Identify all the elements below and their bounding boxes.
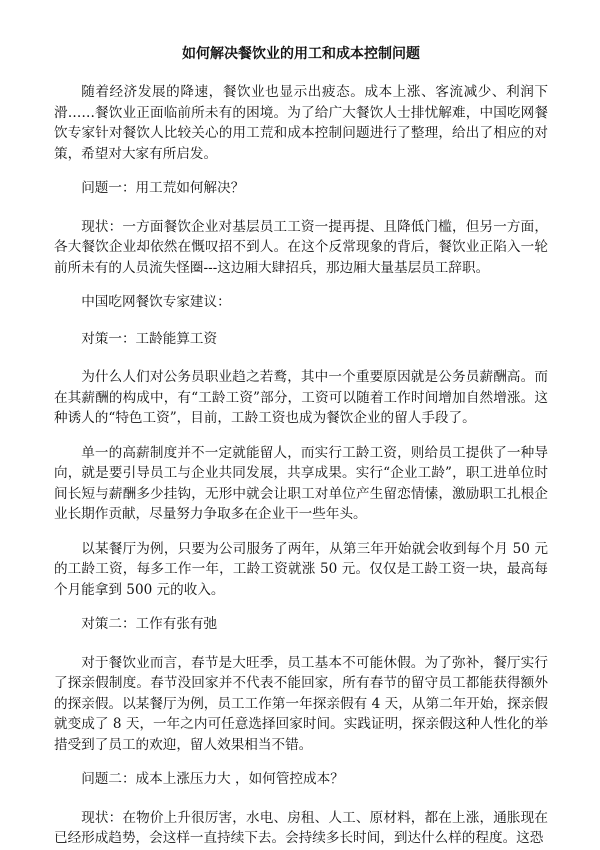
intro-paragraph: 随着经济发展的降速，餐饮业也显示出疲态。成本上涨、客流减少、利润下滑……餐饮业正面临前所未有的困境。为了给广大餐饮人士排忧解难，中国吃网餐饮专家针对餐饮人比较关心的用工荒和成本控制问题进行了整理，给出了相应的对策，希望对大家有所启发。 (54, 84, 548, 162)
strategy-one-paragraph-2: 单一的高薪制度并不一定就能留人，而实行工龄工资，则给员工提供了一种导向，就是要引导员工与企业共同发展，共享成果。实行“企业工龄”，职工进单位时间长短与薪酬多少挂钩，无形中就会让职工对单位产生留恋情愫，激励职工扎根企业长期作贡献，尽量努力争取多在企业干一些年头。 (54, 444, 548, 522)
strategy-two-paragraph: 对于餐饮业而言，春节是大旺季，员工基本不可能休假。为了弥补，餐厅实行了探亲假制度。春节没回家并不代表不能回家，所有春节的留守员工都能获得额外的探亲假。以某餐厅为例，员工工作第一年探亲假有 4 天，从第二年开始，探亲假就变成了 8 天，一年之内可任意选择回家时间。实践证明，探亲假这种人性化的举措受到了员工的欢迎，留人效果相当不错。 (54, 654, 548, 753)
strategy-one-heading: 对策一：工龄能算工资 (81, 330, 218, 347)
question-two-heading: 问题二：成本上涨压力大 ，如何管控成本？ (81, 771, 344, 787)
status-paragraph-one: 现状：一方面餐饮企业对基层员工工资一提再提、且降低门槛，但另一方面，各大餐饮企业却依然在慨叹招不到人。在这个反常现象的背后，餐饮业正陷入一轮前所未有的人员流失怪圈---这边厢大肆招兵，那边厢大量基层员工辞职。 (54, 218, 548, 276)
status-paragraph-two: 现状：在物价上升很厉害，水电、房租、人工、原材料，都在上涨，通胀现在已经形成趋势，会这样一直持续下去。会持续多长时间，到达什么样的程度。这恐 (54, 809, 548, 846)
document-title: 如何解决餐饮业的用工和成本控制问题 (182, 46, 420, 62)
strategy-one-example-paragraph: 以某餐厅为例，只要为公司服务了两年，从第三年开始就会收到每个月 50 元的工龄工资，每多工作一年，工龄工资就涨 50 元。仅仅是工龄工资一块，最高每个月能拿到 500 元的收入。 (54, 540, 548, 598)
expert-suggestion-heading: 中国吃网餐饮专家建议： (81, 294, 231, 310)
question-one-heading: 问题一：用工荒如何解决？ (81, 180, 245, 196)
strategy-two-heading: 对策二：工作有张有弛 (81, 616, 218, 632)
strategy-one-paragraph-1: 为什么人们对公务员职业趋之若鹜，其中一个重要原因就是公务员薪酬高。而在其薪酬的构成中，有“工龄工资”部分，工资可以随着工作时间增加自然增涨。这种诱人的“特色工资”，目前，工龄工资也成为餐饮企业的留人手段了。 (54, 369, 548, 426)
